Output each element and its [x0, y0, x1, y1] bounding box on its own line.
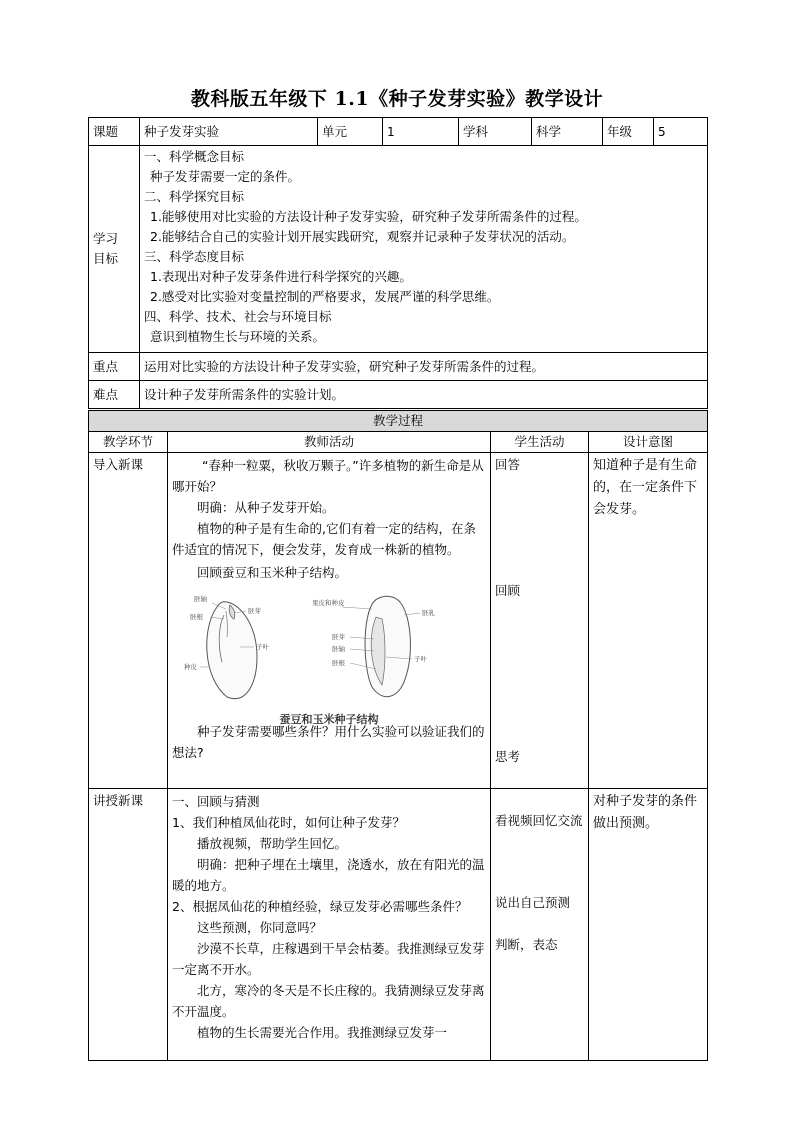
lecture-teacher-para: 植物的生长需要光合作用。我推测绿豆发芽一: [197, 1025, 448, 1040]
objective-line: 2.感受对比实验对变量控制的严格要求，发展严谨的科学思维。: [150, 289, 500, 304]
intro-stage: 导入新课: [89, 453, 168, 789]
corn-label: 胚根: [332, 659, 345, 667]
subject-value: 科学: [532, 118, 603, 146]
objective-line: 四、科学、技术、社会与环境目标: [144, 309, 332, 324]
lecture-row: [89, 789, 708, 1061]
corn-label: 子叶: [414, 655, 427, 663]
lecture-student-activity: 判断，表态: [495, 937, 558, 952]
column-header-student: 学生活动: [491, 432, 589, 453]
intro-student-activity: 回答: [495, 457, 521, 472]
unit-value: 1: [383, 118, 459, 146]
objective-line: 二、科学探究目标: [144, 189, 245, 204]
lecture-student: [491, 789, 589, 1061]
lecture-teacher-para: 北方，寒冷的冬天是不长庄稼的。我猜测绿豆发芽离不开温度。: [172, 983, 485, 1019]
topic-label: 课题: [89, 118, 140, 146]
grade-label: 年级: [603, 118, 654, 146]
objective-line: 2.能够结合自己的实验计划开展实践研究，观察并记录种子发芽状况的活动。: [150, 229, 575, 244]
key-point-label: 重点: [89, 353, 140, 381]
intro-row: [89, 453, 708, 789]
objectives-row: [89, 146, 708, 353]
objective-line: 1.表现出对种子发芽条件进行科学探究的兴趣。: [150, 269, 412, 284]
objectives-content: [140, 146, 708, 353]
objectives-label: [89, 146, 140, 353]
lecture-stage: 讲授新课: [89, 789, 168, 1061]
intro-teacher-para: 种子发芽需要哪些条件？用什么实验可以验证我们的想法?: [172, 724, 485, 760]
lecture-teacher-para: 沙漠不长草，庄稼遇到干旱会枯萎。我推测绿豆发芽一定离不开水。: [172, 941, 485, 977]
grade-value: 5: [654, 118, 708, 146]
topic-value: 种子发芽实验: [140, 118, 318, 146]
corn-label: 胚轴: [332, 645, 345, 653]
bean-label: 胚轴: [194, 595, 207, 603]
lecture-student-activity: 说出自己预测: [495, 895, 571, 910]
lecture-teacher-para: 1、我们种植凤仙花时，如何让种子发芽？: [172, 815, 405, 830]
intro-teacher-para: 回顾蚕豆和玉米种子结构。: [197, 565, 348, 580]
difficulty-row: [89, 381, 708, 409]
objective-line: 三、科学态度目标: [144, 249, 245, 264]
unit-label: 单元: [318, 118, 383, 146]
broad-bean-seed: [184, 594, 270, 699]
diagram-caption: 蚕豆和玉米种子结构: [279, 713, 379, 726]
intro-student-activity: 回顾: [495, 583, 521, 598]
bean-label: 胚根: [190, 613, 203, 621]
intro-teacher-para: 植物的种子是有生命的,它们有着一定的结构，在条件适宜的情况下，便会发芽，发育成一株新的植物。: [172, 521, 476, 557]
objective-line: 一、科学概念目标: [144, 149, 245, 164]
lecture-teacher-para: 这些预测，你同意吗？: [197, 920, 323, 935]
intro-teacher-para: “春种一粒粟，秋收万颗子。”许多植物的新生命是从哪开始？: [172, 458, 484, 494]
corn-label: 胚乳: [422, 609, 435, 617]
info-table: [88, 117, 708, 409]
lecture-teacher-para: 明确：把种子埋在土壤里，浇透水，放在有阳光的温暖的地方。: [172, 857, 485, 893]
intro-student-activity: 思考: [495, 749, 521, 764]
key-point-value: 运用对比实验的方法设计种子发芽实验，研究种子发芽所需条件的过程。: [140, 353, 708, 381]
corn-label: 胚芽: [332, 633, 345, 641]
header-row: [89, 118, 708, 146]
document-title: 教科版五年级下 1.1《种子发芽实验》教学设计: [190, 88, 604, 110]
objective-line: 种子发芽需要一定的条件。: [150, 169, 301, 184]
subject-label: 学科: [459, 118, 532, 146]
objectives-label-line1: 学习: [93, 231, 119, 246]
lecture-teacher-para: 2、根据凤仙花的种植经验，绿豆发芽必需哪些条件？: [172, 899, 468, 914]
column-header-teacher: 教师活动: [168, 432, 491, 453]
lecture-teacher: [168, 789, 491, 1061]
difficulty-value: 设计种子发芽所需条件的实验计划。: [140, 381, 708, 409]
lecture-teacher-para: 播放视频，帮助学生回忆。: [197, 836, 348, 851]
objectives-label-line2: 目标: [93, 251, 119, 266]
intro-intent: 知道种子是有生命的，在一定条件下会发芽。: [589, 453, 708, 789]
column-header-intent: 设计意图: [589, 432, 708, 453]
seed-structure-diagram: [172, 587, 486, 726]
objective-line: 1.能够使用对比实验的方法设计种子发芽实验，研究种子发芽所需条件的过程。: [150, 209, 587, 224]
intro-teacher-para: 明确：从种子发芽开始。: [197, 500, 335, 515]
key-point-row: [89, 353, 708, 381]
lecture-student-activity: 看视频回忆交流: [495, 813, 583, 828]
seed-structure-illustration: [172, 587, 482, 707]
process-table: [88, 410, 708, 1061]
corn-seed: [312, 596, 436, 696]
intro-teacher: [168, 453, 491, 789]
process-heading: 教学过程: [89, 411, 708, 432]
objective-line: 意识到植物生长与环境的关系。: [150, 329, 326, 344]
intro-student: [491, 453, 589, 789]
column-header-stage: 教学环节: [89, 432, 168, 453]
lecture-teacher-para: 一、回顾与猜测: [172, 794, 260, 809]
corn-label: 果皮和种皮: [312, 599, 345, 607]
difficulty-label: 难点: [89, 381, 140, 409]
bean-label: 胚芽: [248, 607, 261, 615]
bean-label: 子叶: [256, 643, 269, 651]
process-column-headers: [89, 432, 708, 453]
lecture-intent: 对种子发芽的条件做出预测。: [589, 789, 708, 1061]
bean-label: 种皮: [184, 663, 197, 671]
